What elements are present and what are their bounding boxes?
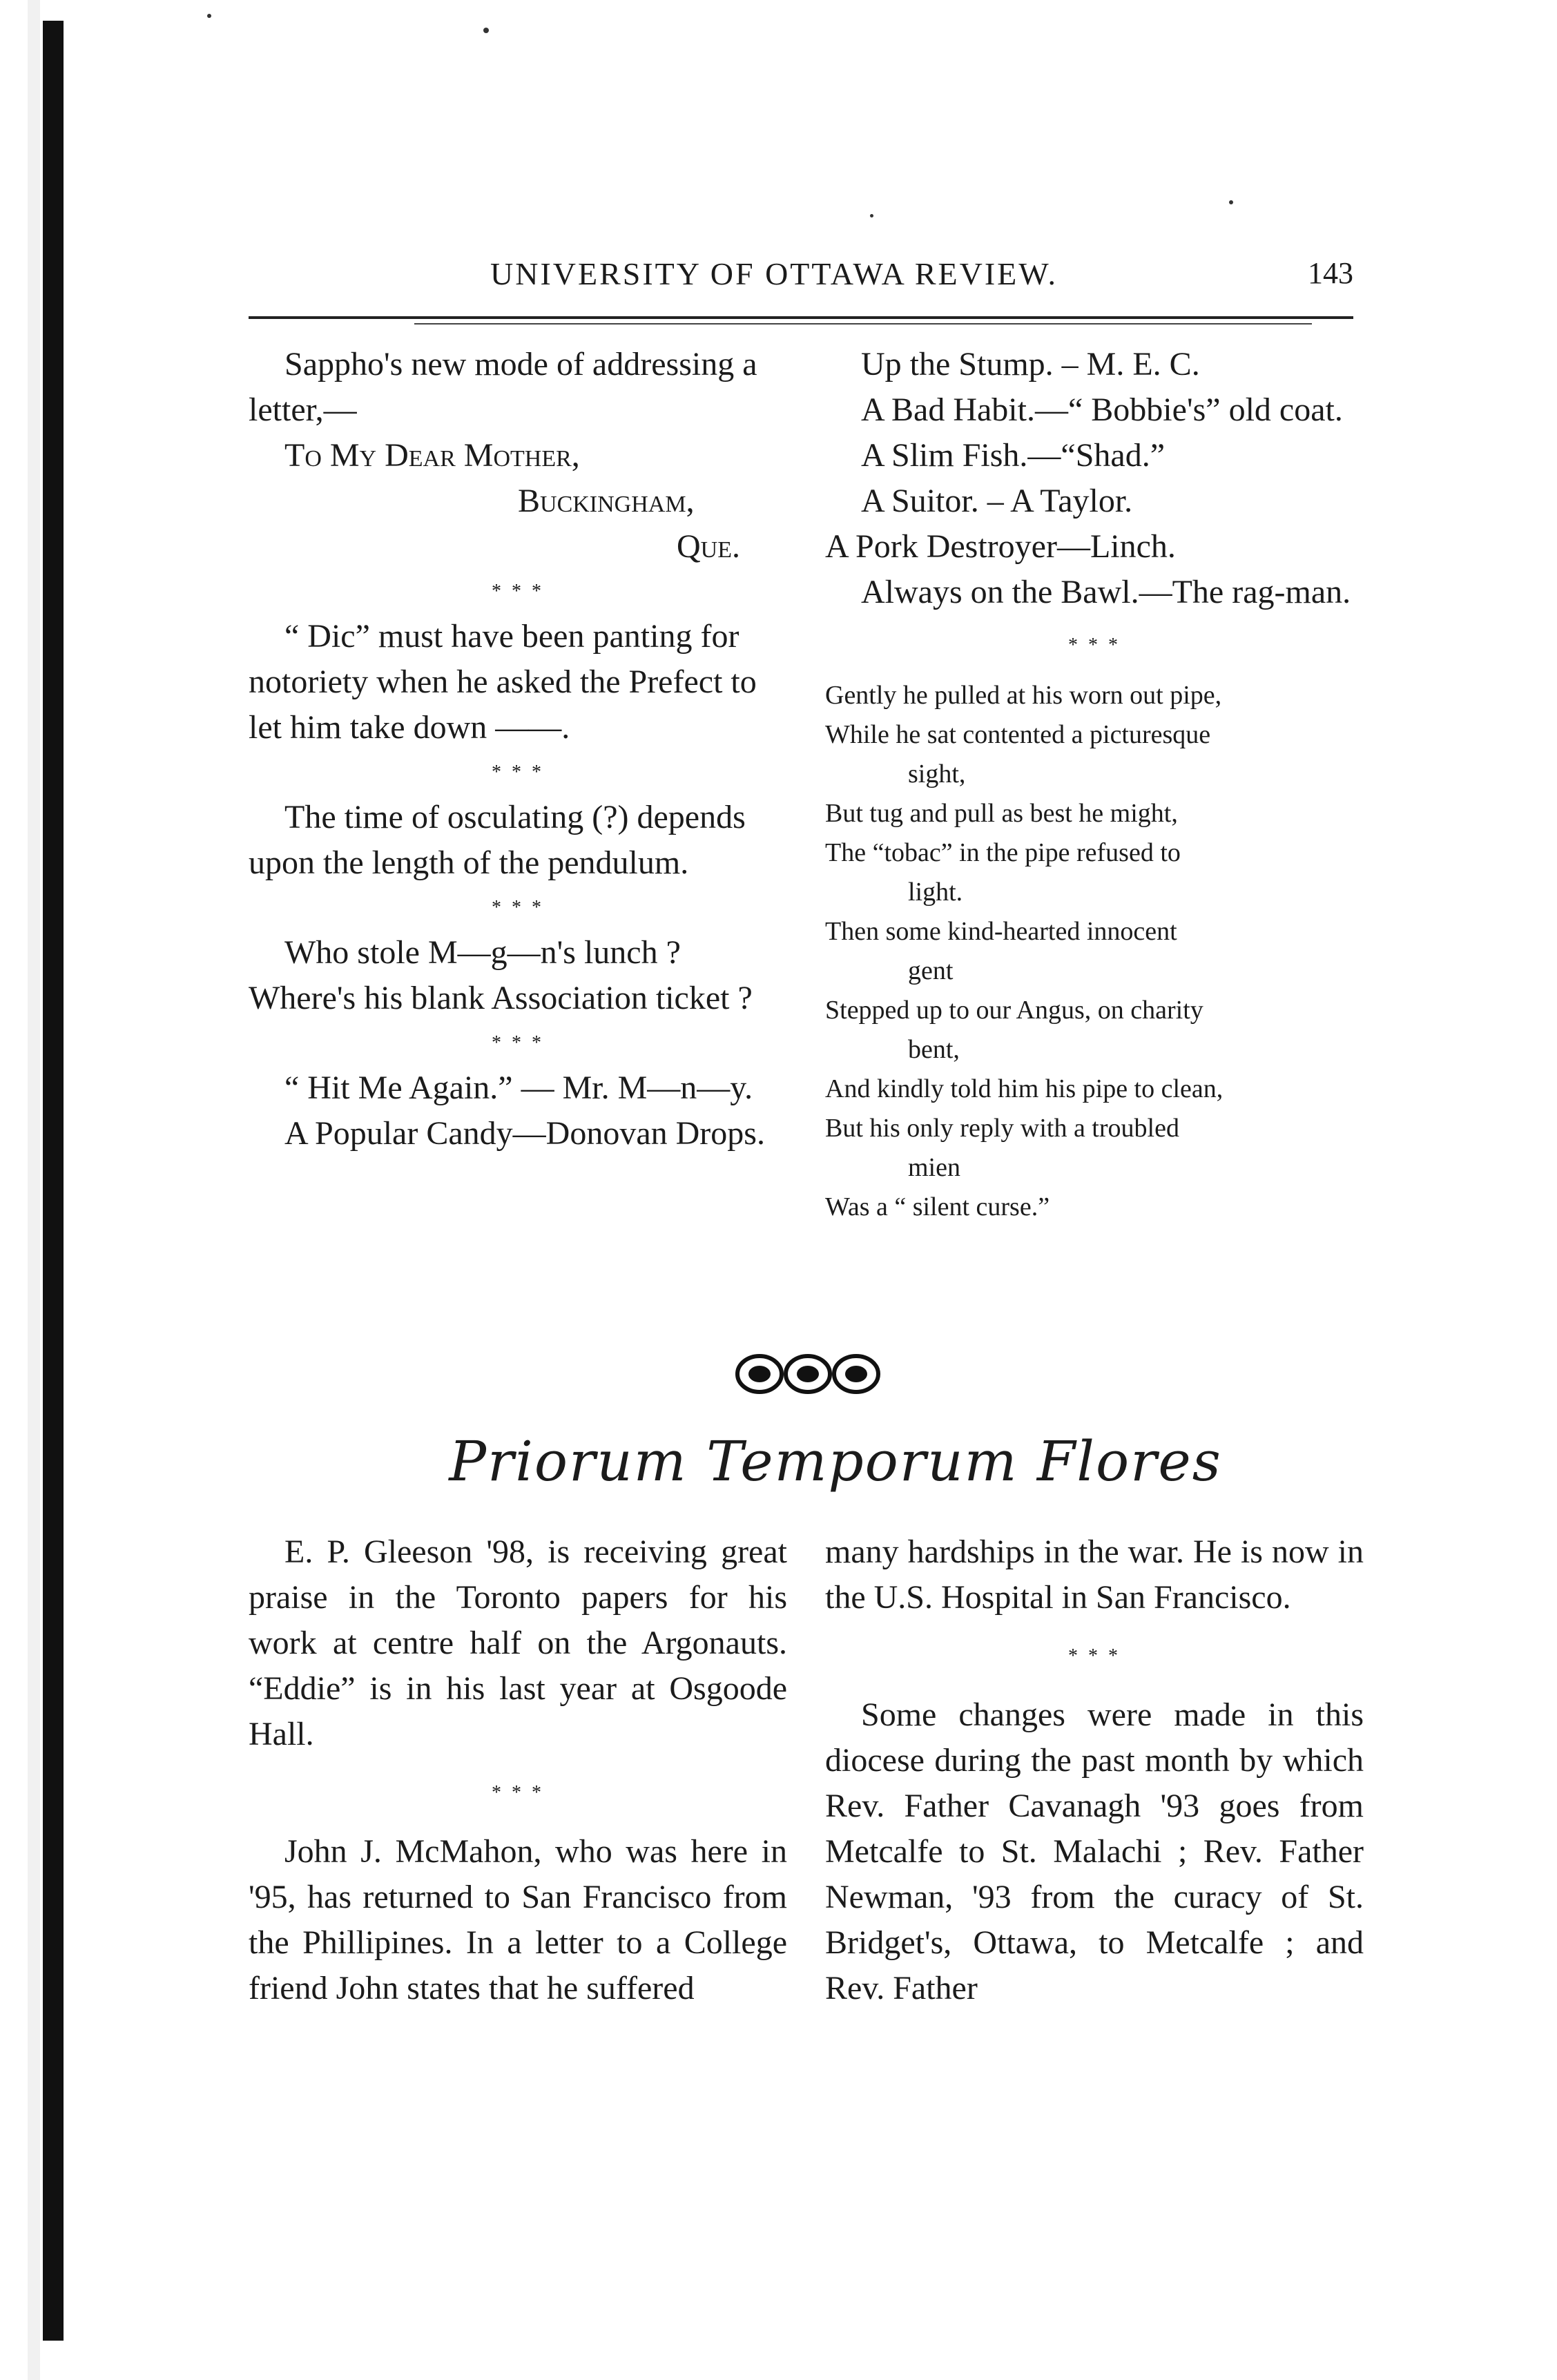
journal-title: UNIVERSITY OF OTTAWA REVIEW. bbox=[490, 256, 1058, 291]
pork-item: A Pork Destroyer—Linch. bbox=[825, 528, 1176, 565]
lunch-item: Who stole M—g—n's lunch ? Where's his blank Association ticket ? bbox=[249, 934, 753, 1016]
asterism: * * * bbox=[492, 1782, 544, 1803]
speck bbox=[870, 214, 873, 217]
running-header bbox=[249, 255, 1353, 297]
speck bbox=[1229, 200, 1233, 204]
habit-item: A Bad Habit.—“ Bobbie's” old coat. bbox=[861, 391, 1343, 428]
right-column bbox=[825, 342, 1364, 1227]
dic-item: “ Dic” must have been panting for notoriety when he asked the Prefect to let him take down ——. bbox=[249, 618, 757, 746]
section-heading: Priorum Temporum Flores bbox=[449, 1429, 1222, 1493]
header-rule-thin bbox=[414, 323, 1312, 325]
speck bbox=[483, 28, 489, 33]
address-line-3: Que. bbox=[677, 528, 740, 565]
binding-shadow bbox=[43, 21, 64, 2341]
poem-line: Stepped up to our Angus, on charity bbox=[825, 996, 1203, 1025]
address-line-1: To My Dear Mother, bbox=[284, 437, 580, 474]
lower-left-column bbox=[249, 1529, 787, 2011]
poem-line-cont: gent bbox=[908, 956, 954, 985]
header-rule bbox=[249, 316, 1353, 319]
sappho-item: Sappho's new mode of addressing a letter,— bbox=[249, 346, 757, 428]
poem-line: But tug and pull as best he might, bbox=[825, 799, 1178, 828]
fish-item: A Slim Fish.—“Shad.” bbox=[861, 437, 1166, 474]
asterism: * * * bbox=[492, 1032, 544, 1054]
hardships-item: many hardships in the war. He is now in the U.S. Hospital in San Francisco. bbox=[825, 1534, 1364, 1616]
changes-item: Some changes were made in this diocese during the past month by which Rev. Father Cavanagh '93 goes from Metcalfe to St. Malachi ; Rev. Father Newman, '93 from the curacy of St. Bridget's, Ottawa, to Metcalfe ; and Rev. Father bbox=[825, 1696, 1364, 2006]
stump-item: Up the Stump. – M. E. C. bbox=[861, 346, 1200, 383]
poem-line: Then some kind-hearted innocent bbox=[825, 917, 1177, 946]
page-number: 143 bbox=[1308, 256, 1353, 290]
osculating-item: The time of osculating (?) depends upon the length of the pendulum. bbox=[249, 799, 746, 881]
asterism: * * * bbox=[1068, 635, 1121, 656]
gleeson-item: E. P. Gleeson '98, is receiving great praise in the Toronto papers for his work at centre half on the Argonauts. “Eddie” is in his last year at Osgoode Hall. bbox=[249, 1534, 787, 1752]
mcmahon-item: John J. McMahon, who was here in '95, has returned to San Francisco from the Phillipines. In a letter to a College friend John states that he suffered bbox=[249, 1833, 787, 2006]
poem-line: Gently he pulled at his worn out pipe, bbox=[825, 681, 1222, 710]
asterism: * * * bbox=[492, 762, 544, 783]
asterism: * * * bbox=[1068, 1645, 1121, 1667]
poem-line-cont: light. bbox=[908, 878, 963, 907]
poem-line: Was a “ silent curse.” bbox=[825, 1192, 1050, 1221]
asterism: * * * bbox=[492, 897, 544, 918]
speck bbox=[207, 14, 211, 18]
lower-right-column bbox=[825, 1529, 1364, 2011]
left-column bbox=[249, 342, 787, 1157]
ornament-divider-icon bbox=[732, 1350, 884, 1398]
poem-line: While he sat contented a picturesque bbox=[825, 720, 1211, 749]
poem-line-cont: mien bbox=[908, 1153, 960, 1182]
poem-line: But his only reply with a troubled bbox=[825, 1114, 1179, 1143]
poem-line-cont: sight, bbox=[908, 760, 966, 789]
hit-me-item: “ Hit Me Again.” — Mr. M—n—y. bbox=[284, 1070, 753, 1106]
poem bbox=[825, 676, 1364, 1227]
candy-item: A Popular Candy—Donovan Drops. bbox=[284, 1115, 765, 1152]
address-line-2: Buckingham, bbox=[518, 483, 695, 519]
poem-line-cont: bent, bbox=[908, 1035, 960, 1064]
suitor-item: A Suitor. – A Taylor. bbox=[861, 483, 1133, 519]
poem-line: The “tobac” in the pipe refused to bbox=[825, 838, 1181, 867]
asterism: * * * bbox=[492, 581, 544, 602]
bawl-item: Always on the Bawl.—The rag-man. bbox=[861, 574, 1351, 610]
poem-line: And kindly told him his pipe to clean, bbox=[825, 1074, 1224, 1103]
page-edge bbox=[28, 0, 40, 2380]
